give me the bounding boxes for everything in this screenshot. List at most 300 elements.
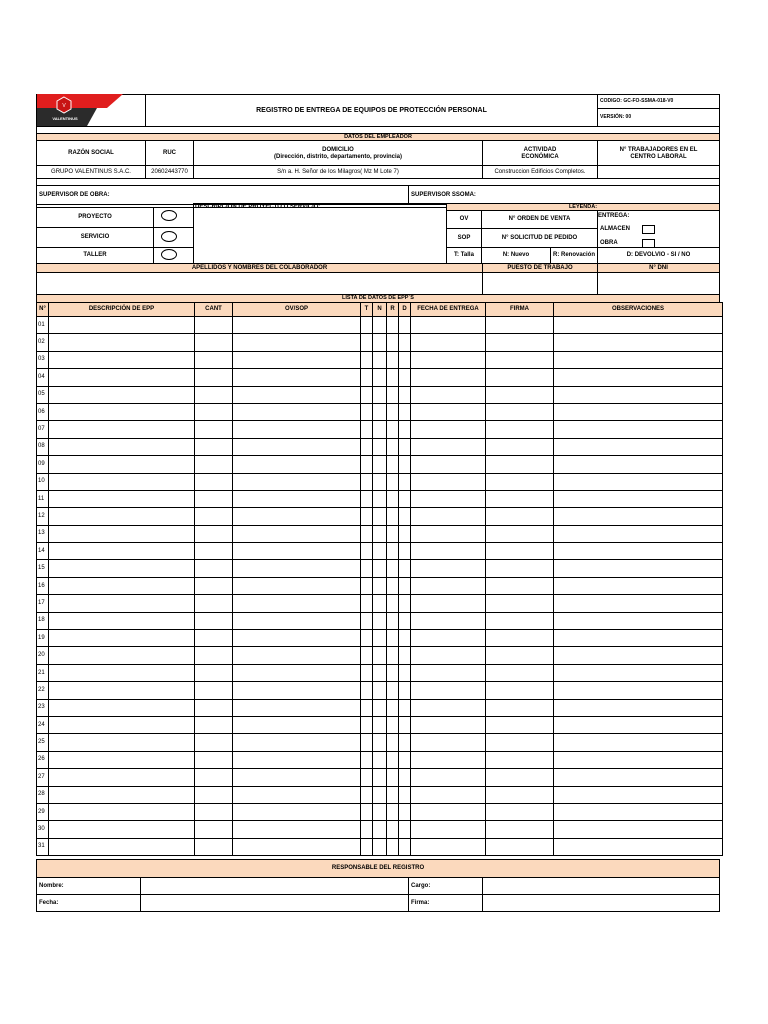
r-cell[interactable] <box>387 403 399 420</box>
observaciones-cell[interactable] <box>554 682 723 699</box>
ovsop-cell[interactable] <box>233 508 361 525</box>
cant-cell[interactable] <box>195 543 233 560</box>
t-cell[interactable] <box>361 508 373 525</box>
descripcion-cell[interactable] <box>49 438 195 455</box>
descripcion-cell[interactable] <box>49 612 195 629</box>
firma-cell[interactable] <box>486 317 554 334</box>
cant-cell[interactable] <box>195 838 233 855</box>
observaciones-cell[interactable] <box>554 525 723 542</box>
observaciones-cell[interactable] <box>554 821 723 838</box>
descripcion-cell[interactable] <box>49 769 195 786</box>
d-cell[interactable] <box>399 630 411 647</box>
n-cell[interactable] <box>373 716 387 733</box>
t-cell[interactable] <box>361 525 373 542</box>
n-cell[interactable] <box>373 490 387 507</box>
r-cell[interactable] <box>387 786 399 803</box>
n-cell[interactable] <box>373 786 387 803</box>
n-cell[interactable] <box>373 473 387 490</box>
d-cell[interactable] <box>399 317 411 334</box>
d-cell[interactable] <box>399 351 411 368</box>
cant-cell[interactable] <box>195 803 233 820</box>
observaciones-cell[interactable] <box>554 751 723 768</box>
observaciones-cell[interactable] <box>554 508 723 525</box>
ovsop-cell[interactable] <box>233 351 361 368</box>
t-cell[interactable] <box>361 351 373 368</box>
d-cell[interactable] <box>399 647 411 664</box>
descripcion-cell[interactable] <box>49 508 195 525</box>
n-cell[interactable] <box>373 734 387 751</box>
n-cell[interactable] <box>373 543 387 560</box>
r-cell[interactable] <box>387 317 399 334</box>
actividad-value[interactable]: Construccion Edificios Completos. <box>482 165 598 179</box>
t-cell[interactable] <box>361 821 373 838</box>
fecha-cell[interactable] <box>411 769 486 786</box>
observaciones-cell[interactable] <box>554 716 723 733</box>
t-cell[interactable] <box>361 403 373 420</box>
d-cell[interactable] <box>399 525 411 542</box>
ovsop-cell[interactable] <box>233 821 361 838</box>
firma-cell[interactable] <box>486 682 554 699</box>
d-cell[interactable] <box>399 664 411 681</box>
almacen-checkbox[interactable] <box>642 225 655 234</box>
descripcion-cell[interactable] <box>49 647 195 664</box>
observaciones-cell[interactable] <box>554 438 723 455</box>
observaciones-cell[interactable] <box>554 612 723 629</box>
observaciones-cell[interactable] <box>554 421 723 438</box>
t-cell[interactable] <box>361 595 373 612</box>
ovsop-cell[interactable] <box>233 786 361 803</box>
cant-cell[interactable] <box>195 456 233 473</box>
observaciones-cell[interactable] <box>554 786 723 803</box>
descripcion-cell[interactable] <box>49 369 195 386</box>
r-cell[interactable] <box>387 751 399 768</box>
t-cell[interactable] <box>361 490 373 507</box>
ovsop-cell[interactable] <box>233 664 361 681</box>
observaciones-cell[interactable] <box>554 473 723 490</box>
observaciones-cell[interactable] <box>554 351 723 368</box>
n-cell[interactable] <box>373 821 387 838</box>
n-cell[interactable] <box>373 456 387 473</box>
cant-cell[interactable] <box>195 821 233 838</box>
cant-cell[interactable] <box>195 490 233 507</box>
t-cell[interactable] <box>361 664 373 681</box>
n-cell[interactable] <box>373 612 387 629</box>
ovsop-cell[interactable] <box>233 630 361 647</box>
fecha-cell[interactable] <box>411 525 486 542</box>
firma-cell[interactable] <box>486 438 554 455</box>
cant-cell[interactable] <box>195 716 233 733</box>
ovsop-cell[interactable] <box>233 577 361 594</box>
t-cell[interactable] <box>361 803 373 820</box>
n-cell[interactable] <box>373 386 387 403</box>
r-cell[interactable] <box>387 490 399 507</box>
d-cell[interactable] <box>399 595 411 612</box>
r-cell[interactable] <box>387 630 399 647</box>
domicilio-value[interactable]: S/n a. H. Señor de los Milagros( Mz M Lote 7) <box>193 165 483 179</box>
d-cell[interactable] <box>399 508 411 525</box>
cant-cell[interactable] <box>195 351 233 368</box>
descripcion-cell[interactable] <box>49 317 195 334</box>
d-cell[interactable] <box>399 543 411 560</box>
r-cell[interactable] <box>387 456 399 473</box>
fecha-cell[interactable] <box>411 577 486 594</box>
descripcion-field[interactable] <box>193 203 447 264</box>
t-cell[interactable] <box>361 612 373 629</box>
descripcion-cell[interactable] <box>49 456 195 473</box>
puesto-field[interactable] <box>482 272 598 295</box>
d-cell[interactable] <box>399 369 411 386</box>
t-cell[interactable] <box>361 716 373 733</box>
descripcion-cell[interactable] <box>49 682 195 699</box>
firma-cell[interactable] <box>486 699 554 716</box>
r-cell[interactable] <box>387 560 399 577</box>
r-cell[interactable] <box>387 612 399 629</box>
firma-cell[interactable] <box>486 612 554 629</box>
t-cell[interactable] <box>361 334 373 351</box>
descripcion-cell[interactable] <box>49 525 195 542</box>
t-cell[interactable] <box>361 682 373 699</box>
ovsop-cell[interactable] <box>233 716 361 733</box>
cant-cell[interactable] <box>195 682 233 699</box>
r-cell[interactable] <box>387 769 399 786</box>
fecha-cell[interactable] <box>411 543 486 560</box>
firma-cell[interactable] <box>486 630 554 647</box>
ovsop-cell[interactable] <box>233 838 361 855</box>
descripcion-cell[interactable] <box>49 821 195 838</box>
fecha-cell[interactable] <box>411 386 486 403</box>
observaciones-cell[interactable] <box>554 456 723 473</box>
firma-cell[interactable] <box>486 647 554 664</box>
taller-radio[interactable] <box>161 249 177 260</box>
n-cell[interactable] <box>373 317 387 334</box>
t-cell[interactable] <box>361 751 373 768</box>
descripcion-cell[interactable] <box>49 734 195 751</box>
ovsop-cell[interactable] <box>233 386 361 403</box>
t-cell[interactable] <box>361 386 373 403</box>
r-cell[interactable] <box>387 699 399 716</box>
fecha-cell[interactable] <box>411 786 486 803</box>
d-cell[interactable] <box>399 734 411 751</box>
observaciones-cell[interactable] <box>554 803 723 820</box>
firma-cell[interactable] <box>486 595 554 612</box>
n-cell[interactable] <box>373 699 387 716</box>
fecha-cell[interactable] <box>411 369 486 386</box>
d-cell[interactable] <box>399 803 411 820</box>
r-cell[interactable] <box>387 386 399 403</box>
r-cell[interactable] <box>387 369 399 386</box>
ovsop-cell[interactable] <box>233 734 361 751</box>
firma-cell[interactable] <box>486 334 554 351</box>
fecha-cell[interactable] <box>411 438 486 455</box>
descripcion-cell[interactable] <box>49 560 195 577</box>
observaciones-cell[interactable] <box>554 595 723 612</box>
ovsop-cell[interactable] <box>233 456 361 473</box>
firma-cell[interactable] <box>486 716 554 733</box>
r-cell[interactable] <box>387 803 399 820</box>
cant-cell[interactable] <box>195 577 233 594</box>
r-cell[interactable] <box>387 334 399 351</box>
d-cell[interactable] <box>399 716 411 733</box>
n-cell[interactable] <box>373 682 387 699</box>
ovsop-cell[interactable] <box>233 595 361 612</box>
firma-cell[interactable] <box>486 803 554 820</box>
observaciones-cell[interactable] <box>554 334 723 351</box>
cant-cell[interactable] <box>195 317 233 334</box>
ovsop-cell[interactable] <box>233 682 361 699</box>
descripcion-cell[interactable] <box>49 664 195 681</box>
observaciones-cell[interactable] <box>554 664 723 681</box>
t-cell[interactable] <box>361 838 373 855</box>
n-cell[interactable] <box>373 560 387 577</box>
d-cell[interactable] <box>399 334 411 351</box>
descripcion-cell[interactable] <box>49 386 195 403</box>
ovsop-cell[interactable] <box>233 438 361 455</box>
firma-cell[interactable] <box>486 386 554 403</box>
descripcion-cell[interactable] <box>49 490 195 507</box>
r-cell[interactable] <box>387 473 399 490</box>
descripcion-cell[interactable] <box>49 699 195 716</box>
firma-cell[interactable] <box>486 473 554 490</box>
t-cell[interactable] <box>361 456 373 473</box>
r-cell[interactable] <box>387 682 399 699</box>
firma-cell[interactable] <box>486 577 554 594</box>
r-cell[interactable] <box>387 716 399 733</box>
fecha-cell[interactable] <box>411 751 486 768</box>
fecha-cell[interactable] <box>411 473 486 490</box>
nombre-field[interactable] <box>140 877 409 895</box>
cant-cell[interactable] <box>195 595 233 612</box>
ovsop-cell[interactable] <box>233 647 361 664</box>
cant-cell[interactable] <box>195 612 233 629</box>
d-cell[interactable] <box>399 490 411 507</box>
trabajadores-value[interactable] <box>597 165 720 179</box>
d-cell[interactable] <box>399 751 411 768</box>
r-cell[interactable] <box>387 421 399 438</box>
t-cell[interactable] <box>361 699 373 716</box>
n-cell[interactable] <box>373 630 387 647</box>
fecha-cell[interactable] <box>411 351 486 368</box>
t-cell[interactable] <box>361 786 373 803</box>
descripcion-cell[interactable] <box>49 786 195 803</box>
n-cell[interactable] <box>373 803 387 820</box>
fecha-cell[interactable] <box>411 630 486 647</box>
fecha-cell[interactable] <box>411 682 486 699</box>
fecha-cell[interactable] <box>411 508 486 525</box>
firma-cell[interactable] <box>486 664 554 681</box>
d-cell[interactable] <box>399 438 411 455</box>
ovsop-cell[interactable] <box>233 525 361 542</box>
d-cell[interactable] <box>399 769 411 786</box>
fecha-field[interactable] <box>140 894 409 912</box>
r-cell[interactable] <box>387 664 399 681</box>
observaciones-cell[interactable] <box>554 734 723 751</box>
ovsop-cell[interactable] <box>233 803 361 820</box>
firma-cell[interactable] <box>486 508 554 525</box>
firma-cell[interactable] <box>486 351 554 368</box>
fecha-cell[interactable] <box>411 821 486 838</box>
d-cell[interactable] <box>399 560 411 577</box>
descripcion-cell[interactable] <box>49 543 195 560</box>
firma-cell[interactable] <box>486 821 554 838</box>
fecha-cell[interactable] <box>411 664 486 681</box>
firma-cell[interactable] <box>486 769 554 786</box>
r-cell[interactable] <box>387 595 399 612</box>
firma-cell[interactable] <box>486 456 554 473</box>
observaciones-cell[interactable] <box>554 838 723 855</box>
n-cell[interactable] <box>373 647 387 664</box>
ovsop-cell[interactable] <box>233 699 361 716</box>
d-cell[interactable] <box>399 473 411 490</box>
d-cell[interactable] <box>399 456 411 473</box>
firma-cell[interactable] <box>486 421 554 438</box>
d-cell[interactable] <box>399 612 411 629</box>
ovsop-cell[interactable] <box>233 751 361 768</box>
descripcion-cell[interactable] <box>49 403 195 420</box>
ovsop-cell[interactable] <box>233 490 361 507</box>
d-cell[interactable] <box>399 838 411 855</box>
cant-cell[interactable] <box>195 751 233 768</box>
d-cell[interactable] <box>399 403 411 420</box>
fecha-cell[interactable] <box>411 490 486 507</box>
observaciones-cell[interactable] <box>554 560 723 577</box>
fecha-cell[interactable] <box>411 456 486 473</box>
cant-cell[interactable] <box>195 386 233 403</box>
descripcion-cell[interactable] <box>49 630 195 647</box>
n-cell[interactable] <box>373 351 387 368</box>
t-cell[interactable] <box>361 438 373 455</box>
fecha-cell[interactable] <box>411 595 486 612</box>
t-cell[interactable] <box>361 647 373 664</box>
ovsop-cell[interactable] <box>233 473 361 490</box>
n-cell[interactable] <box>373 525 387 542</box>
descripcion-cell[interactable] <box>49 473 195 490</box>
firma-cell[interactable] <box>486 490 554 507</box>
d-cell[interactable] <box>399 821 411 838</box>
n-cell[interactable] <box>373 334 387 351</box>
r-cell[interactable] <box>387 734 399 751</box>
n-cell[interactable] <box>373 403 387 420</box>
descripcion-cell[interactable] <box>49 595 195 612</box>
fecha-cell[interactable] <box>411 612 486 629</box>
descripcion-cell[interactable] <box>49 421 195 438</box>
fecha-cell[interactable] <box>411 647 486 664</box>
descripcion-cell[interactable] <box>49 838 195 855</box>
t-cell[interactable] <box>361 769 373 786</box>
fecha-cell[interactable] <box>411 560 486 577</box>
observaciones-cell[interactable] <box>554 490 723 507</box>
descripcion-cell[interactable] <box>49 351 195 368</box>
firma-cell[interactable] <box>486 560 554 577</box>
n-cell[interactable] <box>373 664 387 681</box>
fecha-cell[interactable] <box>411 421 486 438</box>
descripcion-cell[interactable] <box>49 716 195 733</box>
ovsop-cell[interactable] <box>233 543 361 560</box>
cant-cell[interactable] <box>195 421 233 438</box>
n-cell[interactable] <box>373 421 387 438</box>
proyecto-radio[interactable] <box>161 210 177 221</box>
t-cell[interactable] <box>361 630 373 647</box>
d-cell[interactable] <box>399 577 411 594</box>
n-cell[interactable] <box>373 577 387 594</box>
d-cell[interactable] <box>399 699 411 716</box>
descripcion-cell[interactable] <box>49 803 195 820</box>
r-cell[interactable] <box>387 821 399 838</box>
cant-cell[interactable] <box>195 560 233 577</box>
descripcion-cell[interactable] <box>49 751 195 768</box>
d-cell[interactable] <box>399 386 411 403</box>
t-cell[interactable] <box>361 317 373 334</box>
ovsop-cell[interactable] <box>233 612 361 629</box>
cant-cell[interactable] <box>195 334 233 351</box>
firma-cell[interactable] <box>486 403 554 420</box>
ovsop-cell[interactable] <box>233 560 361 577</box>
firma-field[interactable] <box>482 894 720 912</box>
observaciones-cell[interactable] <box>554 317 723 334</box>
r-cell[interactable] <box>387 525 399 542</box>
cant-cell[interactable] <box>195 525 233 542</box>
fecha-cell[interactable] <box>411 403 486 420</box>
cant-cell[interactable] <box>195 786 233 803</box>
descripcion-cell[interactable] <box>49 334 195 351</box>
r-cell[interactable] <box>387 647 399 664</box>
cant-cell[interactable] <box>195 647 233 664</box>
t-cell[interactable] <box>361 369 373 386</box>
cant-cell[interactable] <box>195 438 233 455</box>
cant-cell[interactable] <box>195 473 233 490</box>
cant-cell[interactable] <box>195 369 233 386</box>
fecha-cell[interactable] <box>411 803 486 820</box>
r-cell[interactable] <box>387 543 399 560</box>
fecha-cell[interactable] <box>411 838 486 855</box>
cant-cell[interactable] <box>195 508 233 525</box>
descripcion-cell[interactable] <box>49 577 195 594</box>
ovsop-cell[interactable] <box>233 317 361 334</box>
observaciones-cell[interactable] <box>554 769 723 786</box>
t-cell[interactable] <box>361 560 373 577</box>
n-cell[interactable] <box>373 838 387 855</box>
observaciones-cell[interactable] <box>554 403 723 420</box>
t-cell[interactable] <box>361 734 373 751</box>
nombres-colaborador-field[interactable] <box>36 272 483 295</box>
t-cell[interactable] <box>361 577 373 594</box>
fecha-cell[interactable] <box>411 317 486 334</box>
r-cell[interactable] <box>387 577 399 594</box>
cant-cell[interactable] <box>195 403 233 420</box>
d-cell[interactable] <box>399 682 411 699</box>
n-cell[interactable] <box>373 438 387 455</box>
n-cell[interactable] <box>373 508 387 525</box>
firma-cell[interactable] <box>486 786 554 803</box>
observaciones-cell[interactable] <box>554 543 723 560</box>
d-cell[interactable] <box>399 786 411 803</box>
firma-cell[interactable] <box>486 751 554 768</box>
n-cell[interactable] <box>373 595 387 612</box>
razon-social-value[interactable]: GRUPO VALENTINUS S.A.C. <box>36 165 146 179</box>
observaciones-cell[interactable] <box>554 369 723 386</box>
observaciones-cell[interactable] <box>554 647 723 664</box>
ovsop-cell[interactable] <box>233 769 361 786</box>
dni-field[interactable] <box>597 272 720 295</box>
firma-cell[interactable] <box>486 838 554 855</box>
d-cell[interactable] <box>399 421 411 438</box>
cargo-field[interactable] <box>482 877 720 895</box>
observaciones-cell[interactable] <box>554 577 723 594</box>
firma-cell[interactable] <box>486 369 554 386</box>
cant-cell[interactable] <box>195 664 233 681</box>
cant-cell[interactable] <box>195 769 233 786</box>
ovsop-cell[interactable] <box>233 403 361 420</box>
firma-cell[interactable] <box>486 734 554 751</box>
